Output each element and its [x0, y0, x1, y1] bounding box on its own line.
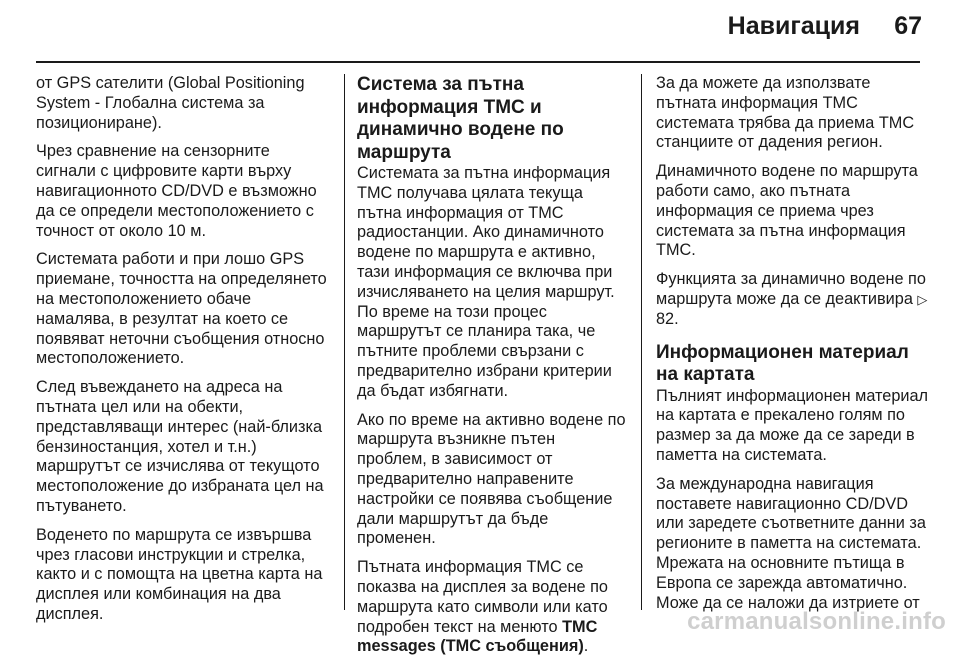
paragraph: Системата работи и при лошо GPS приемане, точността на определянето на местоположението обаче намалява, в резултат на което се появяват неточни съобщения относно местоположението.: [36, 250, 327, 368]
watermark: carmanualsonline.info: [687, 608, 946, 635]
column-2: [357, 74, 629, 666]
arrow-reference-icon: ▷: [917, 291, 928, 307]
paragraph-text: Функцията за динамично водене по маршрута може да се деактивира: [656, 270, 926, 308]
page-number: 67: [894, 12, 922, 40]
paragraph: [357, 558, 629, 657]
paragraph-end: .: [583, 637, 589, 656]
section-heading-map-material: Информационен материал на картата: [656, 341, 909, 386]
paragraph: За да можете да използвате пътната информация TMC системата трябва да приема TMC станциите от дадения регион.: [656, 74, 915, 152]
paragraph: След въвеждането на адреса на пътната цел или на обекти, представляващи интерес (най-близка бензиностанция, хотел и т.н.) маршрутът се изчислява от текущото местоположение до избраната цел на пътуването.: [36, 378, 324, 515]
paragraph: Пълният информационен материал на картата е прекалено голям по размер за да може да се зареди в паметта на системата.: [656, 386, 929, 464]
section-heading-tmc: Система за пътна информация TMC и динамично водене по маршрута: [357, 74, 564, 163]
column-1: [36, 74, 328, 634]
paragraph: от GPS сателити (Global Positioning System - Глобална система за позициониране).: [36, 74, 305, 132]
paragraph-text: Пътната информация TMC се показва на дисплея за водене по маршрута като символи или като подробен текст на менюто: [357, 558, 608, 636]
page-header: [0, 0, 960, 62]
paragraph: Ако по време на активно водене по маршрута възникне пътен проблем, в зависимост от предварително направените настройки се появява съобщение дали маршрутът да бъде променен.: [357, 410, 626, 548]
paragraph: Динамичното водене по маршрута работи само, ако пътната информация се приема чрез системата за пътна информация TMC.: [656, 162, 918, 260]
column-divider: [641, 74, 642, 610]
page-reference[interactable]: 82.: [656, 309, 679, 328]
paragraph: Чрез сравнение на сензорните сигнали с цифровите карти върху навигационното CD/DVD е възможно да се определи местоположението с точност от около 10 м.: [36, 142, 317, 240]
menu-name-tmc-messages: TMC messages (TMC съобщения): [357, 617, 598, 656]
paragraph: [656, 270, 932, 329]
page-title: Навигация: [727, 12, 860, 40]
paragraph: Системата за пътна информация TMC получава цялата текуща пътна информация от TMC радиостанции. Ако динамичното водене по маршрута е активно, тази информация се включва при изчисляването на целия маршрут. По време на този процес маршрутът се планира така, че пътните проблеми свързани с предварително избрани критерии да бъдат избягнати.: [357, 164, 615, 400]
column-3: [656, 74, 932, 622]
column-divider: [344, 74, 345, 610]
paragraph: За международна навигация поставете навигационно CD/DVD или заредете съответните данни за регионите в паметта на системата. Мрежата на основните пътища в Европа се зарежда автоматично. Може да се наложи да изтриете от: [656, 474, 926, 612]
paragraph: Воденето по маршрута се извършва чрез гласови инструкции и стрелка, както и с помощта на цветна карта на дисплея или комбинация на два дисплея.: [36, 525, 323, 623]
header-divider: [36, 61, 920, 63]
